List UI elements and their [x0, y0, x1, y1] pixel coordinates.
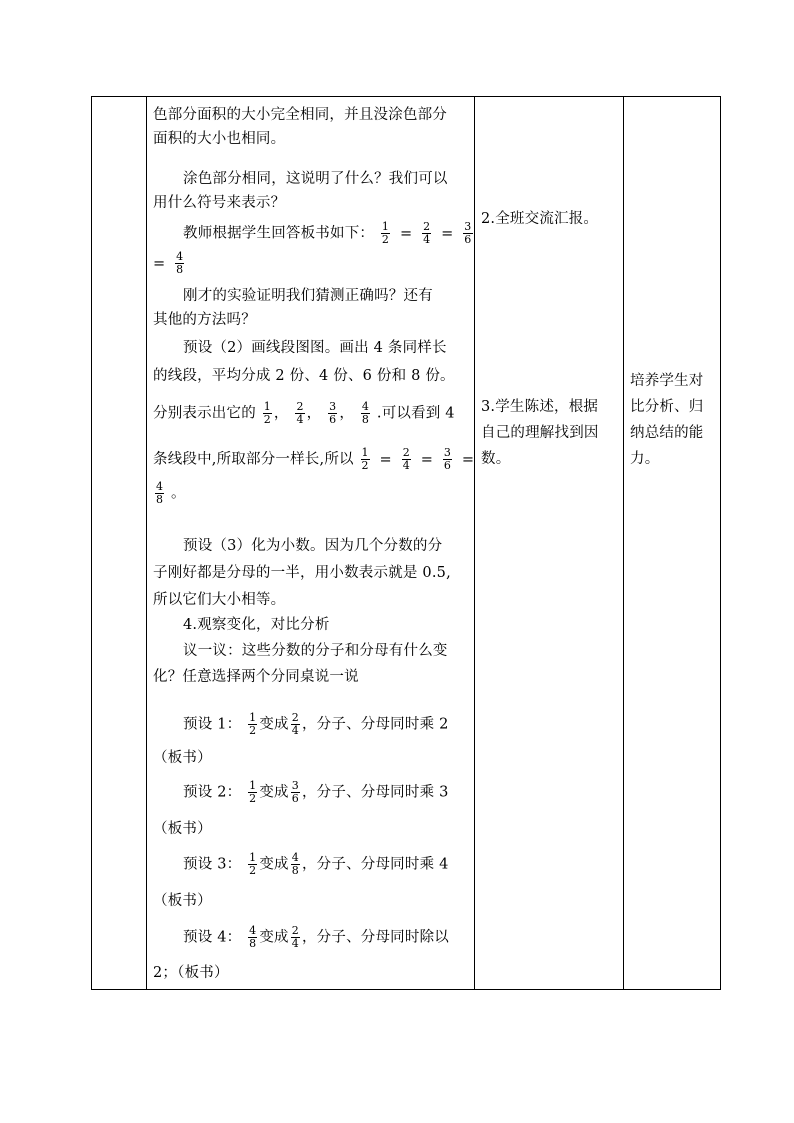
fraction-two-fourths: $\frac{2}{4}$	[423, 220, 431, 246]
fraction-equation-line	[153, 481, 186, 506]
text-line: 预设（2）画线段图图。画出 4 条同样长	[183, 340, 447, 356]
text-line: 2；（板书）	[153, 965, 229, 981]
text-line: 子刚好都是分母的一半，用小数表示就是 0.5,	[153, 565, 451, 581]
fraction-four-eighths: $\frac{4}{8}$	[156, 480, 164, 506]
fraction-two-fourths: $\frac{2}{4}$	[291, 711, 299, 737]
phase-column	[92, 97, 146, 989]
text-span: 预设 3：	[183, 856, 242, 873]
fraction-four-eighths: $\frac{4}{8}$	[249, 924, 257, 950]
text-span: ，分子、分母同时乘 4	[301, 856, 449, 873]
text-span: ，分子、分母同时乘 3	[301, 784, 449, 801]
equals-sign: =	[399, 225, 413, 242]
fraction-three-sixths: $\frac{3}{6}$	[443, 446, 452, 472]
equals-sign: =	[461, 451, 475, 468]
text-line: （板书）	[153, 821, 212, 837]
fraction-two-fourths: $\frac{2}{4}$	[402, 446, 410, 472]
board-equation-line	[183, 221, 475, 246]
fraction-one-half: $\frac{1}{2}$	[249, 779, 257, 805]
text-span: 预设 1：	[183, 716, 242, 733]
text-line: 力。	[630, 451, 660, 467]
text-span: ，分子、分母同时除以	[301, 929, 449, 946]
text-line: 纳总结的能	[630, 425, 704, 441]
text-span: 。	[171, 485, 186, 502]
text-line: 所以它们大小相等。	[153, 592, 286, 608]
fraction-three-sixths: $\frac{3}{6}$	[464, 220, 472, 246]
fraction-one-half: $\frac{1}{2}$	[263, 400, 271, 426]
text-span: 分别表示出它的	[153, 405, 256, 422]
text-span: 预设 2：	[183, 784, 242, 801]
text-line: 用什么符号来表示？	[153, 195, 286, 211]
text-line: 面积的大小也相同。	[153, 131, 286, 147]
preset-3-line: 预设 3： $\frac{1}{2}$ 变成 $\frac{4}{8}$ ，分子、分母同时乘 4	[183, 851, 449, 877]
text-line: （板书）	[153, 750, 212, 766]
text-span: .可以看到 4	[376, 405, 455, 422]
preset-2-line: 预设 2： $\frac{1}{2}$ 变成 $\frac{3}{6}$ ，分子、分母同时乘 3	[183, 779, 449, 805]
text-line: 色部分面积的大小完全相同，并且没涂色部分	[153, 107, 447, 123]
text-span: 预设 4：	[183, 929, 242, 946]
fraction-three-sixths: $\frac{3}{6}$	[329, 400, 337, 426]
preset-1-line: 预设 1： $\frac{1}{2}$ 变成 $\frac{2}{4}$ ，分子、分母同时乘 2	[183, 711, 449, 737]
text-line: 化？任意选择两个分同桌说一说	[153, 669, 359, 685]
fraction-three-sixths: $\frac{3}{6}$	[291, 779, 299, 805]
text-line: 培养学生对	[630, 373, 704, 389]
text-line: 其他的方法吗？	[153, 312, 256, 328]
text-line: 比分析、归	[630, 399, 704, 415]
text-line: 议一议：这些分数的分子和分母有什么变	[183, 643, 448, 659]
text-span: 条线段中,所取部分一样长,所以	[153, 451, 354, 468]
student-activity-column	[475, 97, 623, 989]
text-line: （板书）	[153, 893, 212, 909]
text-line: 涂色部分相同，这说明了什么？我们可以	[183, 171, 448, 187]
text-line: 3.学生陈述，根据	[481, 399, 599, 415]
lesson-plan-table	[91, 96, 721, 990]
text-line: 刚才的实验证明我们猜测正确吗？还有	[183, 288, 433, 304]
equals-sign: =	[379, 451, 392, 468]
text-span: 教师根据学生回答板书如下：	[183, 225, 375, 242]
fraction-one-half: $\frac{1}{2}$	[249, 711, 257, 737]
fraction-two-fourths: $\frac{2}{4}$	[291, 924, 299, 950]
fraction-equation-line	[153, 447, 477, 472]
fraction-four-eighths: $\frac{4}{8}$	[291, 851, 299, 877]
design-intent-column	[624, 97, 721, 989]
equals-sign: =	[441, 225, 454, 242]
equals-sign: =	[420, 451, 434, 468]
fraction-list-line: 分别表示出它的 $\frac{1}{2}$ ， $\frac{2}{4}$ ， $\frac{3}{6}$ ， $\frac{4}{8}$ .可以看到 4	[153, 400, 455, 426]
fraction-one-half: $\frac{1}{2}$	[361, 446, 369, 472]
teacher-activity-column	[147, 97, 474, 989]
preset-4-line: 预设 4： $\frac{4}{8}$ 变成 $\frac{2}{4}$ ，分子、分母同时除以	[183, 924, 449, 950]
fraction-four-eighths: $\frac{4}{8}$	[361, 400, 370, 426]
text-line: 数。	[481, 451, 511, 467]
text-line: 2.全班交流汇报。	[481, 211, 599, 227]
text-line: 的线段，平均分成 2 份、4 份、6 份和 8 份。	[153, 368, 455, 384]
fraction-one-half: $\frac{1}{2}$	[249, 851, 257, 877]
fraction-one-half: $\frac{1}{2}$	[381, 220, 390, 246]
fraction-two-fourths: $\frac{2}{4}$	[296, 400, 304, 426]
equals-sign: =	[153, 255, 166, 272]
section-heading: 4.观察变化，对比分析	[183, 617, 330, 633]
text-line: 自己的理解找到因	[481, 425, 599, 441]
text-span: ，分子、分母同时乘 2	[301, 716, 449, 733]
fraction-four-eighths: $\frac{4}{8}$	[176, 250, 184, 276]
text-line: 预设（3）化为小数。因为几个分数的分	[183, 538, 443, 554]
board-equation-line	[153, 251, 186, 276]
